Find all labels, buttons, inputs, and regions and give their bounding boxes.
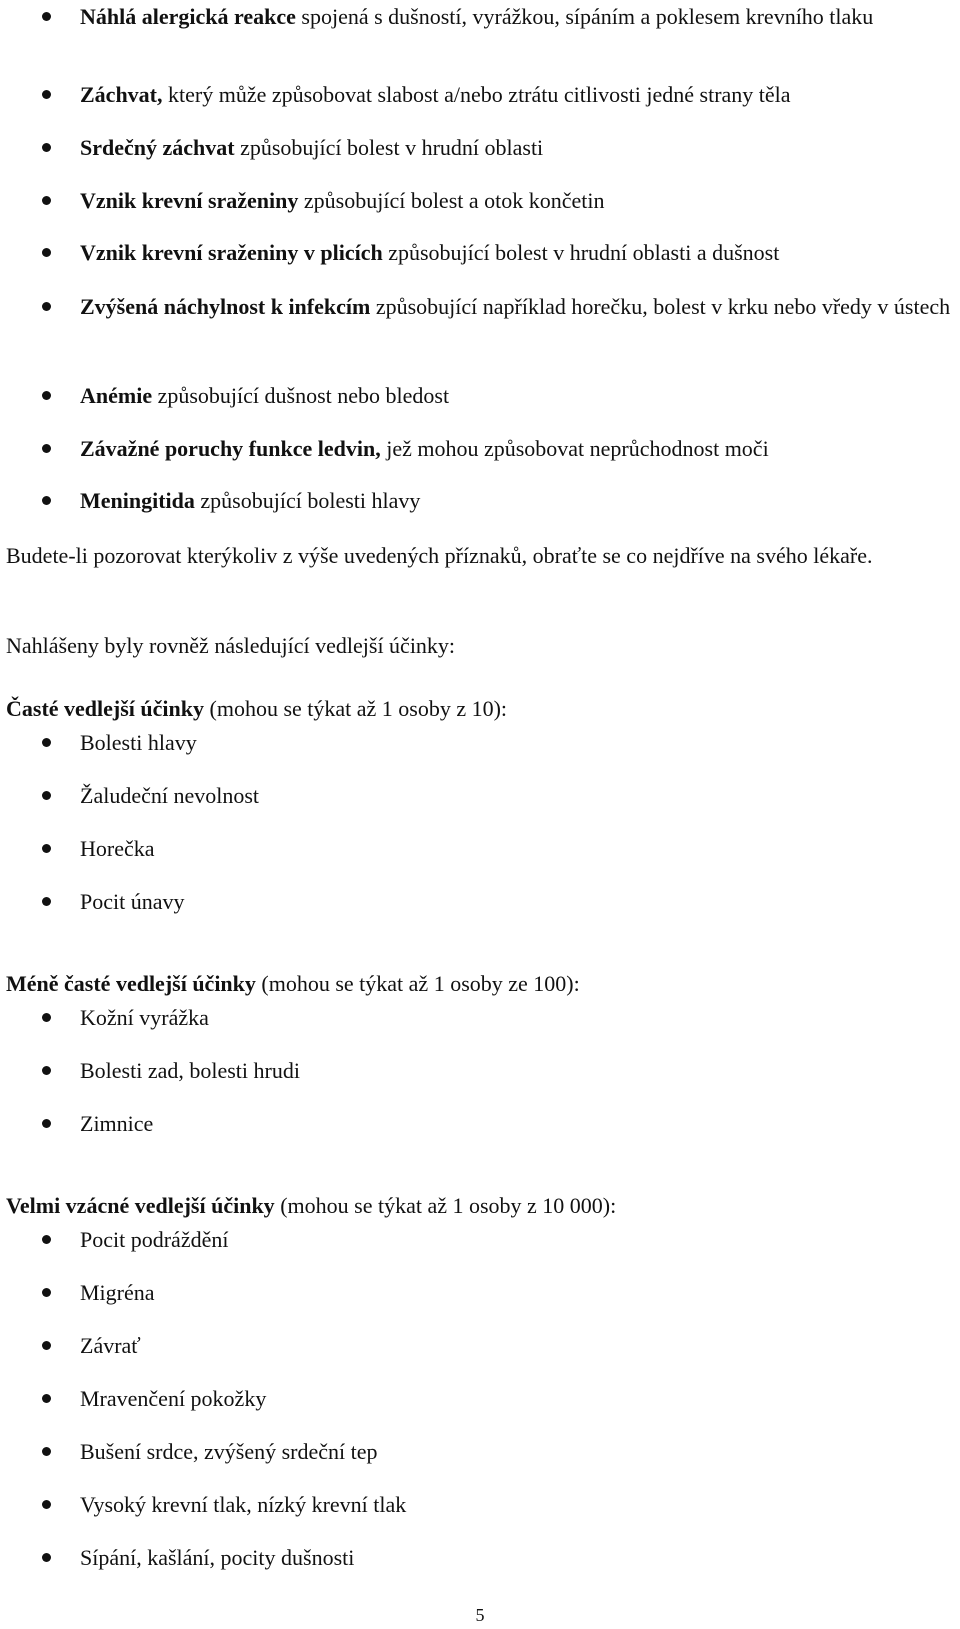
list-item: Anémie způsobující dušnost nebo bledost [0, 379, 453, 413]
bullet-icon [42, 1500, 51, 1509]
advice-paragraph: Budete-li pozorovat kterýkoliv z výše uvedených příznaků, obraťte se co nejdříve na svého lékaře. [6, 543, 873, 568]
list-item: Záchvat, který může způsobovat slabost a/nebo ztrátu citlivosti jedné strany těla [0, 78, 795, 112]
bullet-icon [42, 844, 51, 853]
list-item: Vznik krevní sraženiny v plicích způsobující bolest v hrudní oblasti a dušnost [0, 236, 783, 270]
bullet-icon [42, 1553, 51, 1562]
list-item: Žaludeční nevolnost [0, 779, 960, 813]
bullet-icon [42, 143, 51, 152]
bullet-icon [42, 1235, 51, 1244]
list-item: Zimnice [0, 1107, 960, 1141]
bullet-icon [42, 791, 51, 800]
bullet-icon [42, 391, 51, 400]
bullet-icon [42, 444, 51, 453]
list-item: Bolesti hlavy [0, 726, 960, 760]
bullet-icon [42, 496, 51, 505]
bullet-icon [42, 1066, 51, 1075]
common-effects-heading: Časté vedlejší účinky (mohou se týkat až 1 osoby z 10): [6, 696, 508, 721]
list-item: Mravenčení pokožky [0, 1382, 960, 1416]
bullet-icon [42, 1288, 51, 1297]
bullet-icon [42, 1119, 51, 1128]
list-item: Náhlá alergická reakce spojená s dušností, vyrážkou, sípáním a poklesem krevního tlaku [0, 0, 877, 34]
list-item: Kožní vyrážka [0, 1001, 960, 1035]
uncommon-effects-heading: Méně časté vedlejší účinky (mohou se týkat až 1 osoby ze 100): [6, 971, 580, 996]
reported-intro: Nahlášeny byly rovněž následující vedlejší účinky: [6, 633, 456, 658]
bullet-icon [42, 897, 51, 906]
bullet-icon [42, 1013, 51, 1022]
list-item: Meningitida způsobující bolesti hlavy [0, 484, 424, 518]
bullet-icon [42, 1394, 51, 1403]
very-rare-effects-heading: Velmi vzácné vedlejší účinky (mohou se týkat až 1 osoby z 10 000): [6, 1193, 617, 1218]
list-item: Pocit únavy [0, 885, 960, 919]
list-item: Vznik krevní sraženiny způsobující bolest a otok končetin [0, 184, 609, 218]
bullet-icon [42, 90, 51, 99]
bullet-icon [42, 1341, 51, 1350]
list-item: Bolesti zad, bolesti hrudi [0, 1054, 960, 1088]
list-item: Závrať [0, 1329, 960, 1363]
list-item: Pocit podráždění [0, 1223, 960, 1257]
list-item: Horečka [0, 832, 960, 866]
bullet-icon [42, 738, 51, 747]
list-item: Srdečný záchvat způsobující bolest v hrudní oblasti [0, 131, 547, 165]
list-item: Bušení srdce, zvýšený srdeční tep [0, 1435, 960, 1469]
list-item: Migréna [0, 1276, 960, 1310]
bullet-icon [42, 196, 51, 205]
bullet-icon [42, 12, 51, 21]
page-number: 5 [475, 1605, 485, 1625]
list-item: Závažné poruchy funkce ledvin, jež mohou způsobovat neprůchodnost moči [0, 432, 773, 466]
list-item: Vysoký krevní tlak, nízký krevní tlak [0, 1488, 960, 1522]
list-item: Zvýšená náchylnost k infekcím způsobující například horečku, bolest v krku nebo vředy v ústech [0, 290, 954, 324]
bullet-icon [42, 1447, 51, 1456]
bullet-icon [42, 248, 51, 257]
bullet-icon [42, 302, 51, 311]
list-item: Sípání, kašlání, pocity dušnosti [0, 1541, 960, 1575]
